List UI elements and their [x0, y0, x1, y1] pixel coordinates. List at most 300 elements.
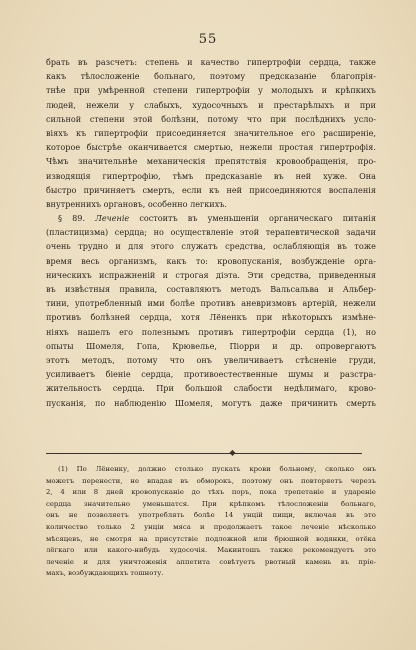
word: слабости: [233, 383, 273, 394]
word: строгая: [175, 269, 209, 280]
word: большой: [185, 383, 223, 394]
word: и: [258, 99, 264, 110]
word: тѣмъ: [172, 170, 194, 181]
word: разстра-: [339, 369, 376, 380]
word: Леченіе: [95, 213, 130, 224]
word: унціи: [144, 522, 164, 531]
word: удареніе: [344, 488, 376, 497]
word: противъ: [198, 326, 234, 337]
word: и: [162, 269, 169, 280]
word: умѣренной: [97, 85, 145, 96]
text-line: [46, 396, 376, 410]
word: въ: [273, 170, 284, 181]
word: хотя: [181, 312, 201, 323]
word: Она: [359, 170, 376, 181]
word: даже: [260, 397, 283, 408]
word: въ: [180, 476, 189, 485]
word: этотъ: [46, 354, 70, 365]
word: аневризмовъ: [241, 298, 297, 309]
text-line: [46, 211, 376, 225]
text-line: [46, 296, 376, 310]
word: органовъ,: [103, 198, 146, 209]
word: Піорри: [229, 340, 260, 351]
word: нежели: [86, 99, 120, 110]
word: быстро: [46, 184, 77, 195]
word: 2,: [46, 488, 53, 497]
text-line: [46, 55, 376, 69]
word: и: [115, 241, 121, 252]
word: тоже: [354, 241, 376, 252]
word: продолжаетъ: [213, 522, 263, 531]
word: составляютъ: [166, 284, 222, 294]
text-line: [46, 254, 376, 268]
word: сердца,: [139, 312, 172, 323]
word: испражненій: [98, 269, 156, 280]
word: столько: [174, 465, 204, 473]
word: діэта.: [216, 269, 240, 280]
word: простая: [278, 142, 314, 153]
footnote-line: [46, 522, 376, 534]
word: питанія: [342, 213, 376, 224]
word: противъ: [46, 312, 82, 323]
word: престарѣлыхъ: [273, 99, 335, 110]
word: Крювелье,: [172, 340, 217, 351]
word: значительное: [234, 127, 294, 138]
word: Эти: [247, 269, 264, 280]
word: гипертрофію,: [102, 170, 161, 181]
word: ніяхъ: [46, 326, 69, 337]
word: рвотный: [264, 557, 296, 566]
word: смерть,: [142, 184, 175, 195]
word: не: [68, 511, 78, 520]
word: смертью,: [193, 142, 234, 153]
text-line: [46, 239, 376, 253]
text-line: [46, 183, 376, 197]
text-line: [46, 154, 376, 168]
word: средства,: [270, 269, 312, 280]
word: гипертрофіи: [242, 326, 296, 337]
word: людей,: [46, 99, 76, 110]
word: разсчетъ:: [95, 57, 138, 67]
footnote-line: [46, 510, 376, 522]
word: и: [187, 57, 193, 67]
word: не: [130, 476, 140, 485]
word: только: [96, 522, 122, 531]
word: но: [365, 326, 376, 337]
word: время: [46, 255, 72, 266]
word: и: [83, 557, 88, 566]
word: если: [181, 184, 202, 195]
word: Альбер-: [342, 284, 376, 294]
footnote-line: [46, 464, 376, 476]
word: онъ: [362, 465, 376, 473]
word: віяхъ: [46, 127, 68, 138]
text-line: [46, 367, 376, 381]
word: оканчивается: [128, 142, 188, 153]
word: къ: [75, 127, 87, 138]
footnote-line: [46, 476, 376, 488]
word: тѣлосложеніи: [277, 499, 329, 508]
word: 4: [60, 488, 65, 497]
word: поэтому: [209, 71, 246, 82]
word: не: [89, 534, 99, 543]
word: тѣлосложеніе: [80, 71, 140, 82]
word: какъ: [46, 71, 67, 82]
word: служатъ: [181, 241, 218, 252]
word: этой: [239, 227, 260, 238]
footnote-line: [46, 568, 376, 580]
word: весь: [81, 255, 100, 266]
word: Шомеля,: [86, 340, 125, 351]
word: органическаго: [269, 213, 333, 224]
word: нашелъ: [77, 326, 111, 337]
text-line: [46, 353, 376, 367]
word: При: [201, 499, 217, 508]
word: употреблять: [138, 511, 185, 520]
word: потому: [126, 354, 158, 365]
word: ней: [295, 170, 312, 181]
footnote-divider: [46, 453, 362, 454]
word: измѣне-: [342, 312, 376, 323]
word: камень: [305, 557, 332, 566]
word: 8: [93, 488, 99, 497]
word: подложной: [205, 534, 247, 543]
word: Макинтошъ: [217, 546, 261, 555]
word: и: [272, 340, 278, 351]
word: или: [84, 546, 98, 555]
word: крѣпкомъ: [229, 499, 266, 508]
word: при: [256, 312, 273, 323]
word: до: [191, 488, 201, 497]
word: степени: [153, 85, 188, 96]
word: §: [58, 213, 63, 224]
word: такое: [271, 522, 292, 531]
word: этого: [150, 241, 174, 252]
text-line: [46, 69, 376, 83]
text-line: [46, 98, 376, 112]
word: присоединяются: [249, 184, 322, 195]
word: опыты: [46, 340, 74, 351]
word: ослабляющія: [273, 241, 330, 252]
word: нежели: [239, 142, 273, 153]
word: осуществленіе: [170, 227, 234, 238]
word: Вальсальва: [270, 284, 319, 294]
page-number: 55: [198, 32, 218, 47]
word: быстрѣе: [86, 142, 122, 153]
word: сердца,: [141, 369, 174, 380]
word: включая: [304, 511, 337, 520]
word: смотря: [105, 534, 132, 543]
word: онъ: [279, 476, 294, 485]
text-line: [46, 83, 376, 97]
footnote-line: [46, 487, 376, 499]
word: молодыхъ: [271, 85, 314, 96]
word: больнаго,: [340, 499, 376, 508]
word: орга-: [354, 255, 376, 266]
word: организмъ,: [108, 255, 158, 266]
word: артерій,: [302, 298, 338, 309]
word: По: [76, 465, 87, 473]
word: водянки,: [315, 534, 349, 543]
word: качество: [200, 57, 240, 67]
word: могутъ: [221, 397, 252, 408]
word: къ: [209, 184, 220, 195]
word: для: [128, 241, 144, 252]
word: средства,: [225, 241, 266, 252]
word: возбужденіе: [291, 255, 345, 266]
word: причиняетъ: [83, 184, 136, 195]
word: 14: [224, 511, 234, 520]
word: пусканія,: [46, 397, 87, 408]
word: (1): [58, 465, 68, 473]
word: количество: [46, 522, 88, 531]
word: но: [153, 227, 164, 238]
word: сердца,: [309, 57, 342, 67]
word: Лёненку,: [95, 465, 130, 473]
word: больному,: [279, 465, 317, 473]
word: извѣстныя: [64, 284, 111, 294]
word: стѣсненіе: [295, 354, 337, 365]
word: мяса: [173, 522, 191, 531]
word: сильной: [46, 113, 82, 124]
word: степень: [145, 57, 180, 67]
word: поръ,: [231, 488, 252, 497]
word: пока: [259, 488, 277, 497]
word: благопрія-: [330, 71, 376, 82]
word: рекомендуетъ: [302, 546, 355, 555]
word: правила,: [119, 284, 158, 294]
word: усло-: [353, 113, 376, 124]
word: шумы: [288, 369, 314, 380]
word: присутствіе: [154, 534, 199, 543]
word: черезъ: [350, 476, 376, 485]
word: 89.: [72, 213, 86, 224]
word: возбуждающихъ: [68, 569, 129, 578]
text-line: [46, 339, 376, 353]
word: у: [129, 99, 134, 110]
word: болѣе: [193, 511, 215, 520]
body-text: [46, 55, 376, 410]
word: онъ: [46, 511, 60, 520]
word: кровопусканіе: [131, 488, 184, 497]
word: крѣпкихъ: [335, 85, 376, 96]
text-line: [46, 140, 376, 154]
word: предсказаніе: [205, 170, 262, 181]
word: пищи,: [272, 511, 295, 520]
word: 2: [130, 522, 135, 531]
word: значительно: [83, 499, 131, 508]
word: позволяетъ: [87, 511, 129, 520]
word: обморокъ,: [196, 476, 234, 485]
word: или: [72, 488, 87, 497]
word: задачи: [346, 227, 376, 238]
word: полезнымъ: [141, 326, 190, 337]
word: аппетита: [176, 557, 210, 566]
word: въ: [187, 213, 198, 224]
footnote-line: [46, 534, 376, 546]
word: въ: [340, 557, 350, 566]
word: уменьшеніи: [207, 213, 259, 224]
word: дней: [105, 488, 124, 497]
word: крови: [249, 465, 271, 473]
word: недѣлимаго,: [283, 383, 338, 394]
word: въ: [337, 241, 347, 252]
word: жительность: [46, 383, 102, 394]
word: изводящія: [46, 170, 91, 181]
word: или: [253, 534, 268, 543]
word: гипертрофіи: [196, 85, 250, 96]
word: нежели: [343, 298, 376, 309]
word: лёгкаго: [46, 546, 75, 555]
word: сердца;: [114, 227, 148, 238]
word: что: [246, 113, 262, 124]
word: сердца.: [112, 383, 145, 394]
word: слабыхъ,: [144, 99, 183, 110]
word: ими: [147, 298, 165, 309]
word: совѣтуетъ: [219, 557, 256, 566]
text-line: [46, 381, 376, 395]
text-line: [46, 310, 376, 324]
word: сердца: [46, 499, 72, 508]
word: про-: [357, 156, 376, 167]
word: и: [328, 284, 334, 294]
word: должно: [138, 465, 166, 473]
word: худосочныхъ: [192, 99, 248, 110]
word: тѣхъ: [207, 488, 225, 497]
text-line: [46, 225, 376, 239]
word: это: [364, 546, 376, 555]
word: особенно: [147, 198, 188, 209]
footnote-line: [46, 499, 376, 511]
word: кровопусканія,: [217, 255, 283, 266]
word: поэтому: [241, 476, 272, 485]
word: его: [301, 127, 316, 138]
word: потому: [207, 113, 239, 124]
word: тошноту.: [130, 569, 164, 578]
word: и: [344, 99, 350, 110]
word: крово-: [348, 383, 376, 394]
word: очень: [46, 241, 71, 252]
word: приведенныя: [318, 269, 376, 280]
word: При: [156, 383, 174, 394]
word: болѣзней: [90, 312, 131, 323]
word: мѣсяцевъ,: [46, 534, 83, 543]
text-line: [46, 268, 376, 282]
word: внутреннихъ: [46, 198, 102, 209]
word: какого-нибудь: [107, 546, 160, 555]
text-line: [46, 197, 376, 211]
word: расширеніе,: [323, 127, 376, 138]
word: Чѣмъ: [46, 156, 69, 167]
word: то:: [195, 255, 208, 266]
word: препятствія: [214, 156, 267, 167]
word: трепетаніе: [284, 488, 324, 497]
word: воспаленія: [328, 184, 376, 195]
word: легкихъ.: [190, 198, 227, 209]
word: больнаго,: [154, 71, 196, 82]
word: предсказаніе: [259, 71, 317, 82]
word: гипертрофіи: [94, 127, 149, 138]
word: леченіе: [46, 557, 74, 566]
footnote-line: [46, 557, 376, 569]
word: ническихъ: [46, 269, 92, 280]
word: (1),: [342, 326, 357, 337]
word: пускать: [212, 465, 241, 473]
text-line: [46, 169, 376, 183]
word: (пластицизма): [46, 227, 109, 238]
word: въ: [46, 284, 56, 294]
word: леченіе: [301, 522, 330, 531]
word: также: [270, 546, 293, 555]
word: увеличиваетъ: [224, 354, 284, 365]
word: онъ: [196, 354, 212, 365]
word: и: [321, 85, 328, 96]
word: при: [270, 113, 287, 124]
text-line: [46, 282, 376, 296]
word: сколько: [325, 465, 355, 473]
word: употребленный: [74, 298, 142, 309]
word: худосочія.: [169, 546, 208, 555]
word: кровообращенія,: [276, 156, 349, 167]
word: этой: [133, 113, 153, 124]
word: противъ: [200, 298, 236, 309]
word: что: [169, 354, 185, 365]
word: методъ,: [81, 354, 115, 365]
word: повторяетъ: [301, 476, 343, 485]
word: хуже.: [323, 170, 348, 181]
word: противоестественные: [183, 369, 278, 380]
word: и: [199, 522, 205, 531]
word: въ: [77, 57, 88, 67]
word: степени: [89, 113, 125, 124]
word: пріе-: [358, 557, 376, 566]
word: въ: [346, 511, 355, 520]
word: уменьшатся.: [142, 499, 190, 508]
word: это: [364, 511, 376, 520]
word: нѣсколько: [338, 522, 376, 531]
word: сердца: [304, 326, 335, 337]
word: при: [73, 85, 90, 96]
word: при: [359, 99, 376, 110]
word: трудно: [78, 241, 108, 252]
word: послѣднихъ: [294, 113, 346, 124]
text-line: [46, 126, 376, 140]
word: какъ: [166, 255, 187, 266]
word: также: [349, 57, 376, 67]
word: отёка: [355, 534, 376, 543]
word: Лёненкъ: [209, 312, 247, 323]
word: и: [323, 369, 330, 380]
text-line: [46, 325, 376, 339]
word: у: [258, 85, 263, 96]
word: состоитъ: [139, 213, 178, 224]
text-line: [46, 112, 376, 126]
word: причинить: [291, 397, 338, 408]
word: впадая: [147, 476, 173, 485]
word: по: [95, 397, 106, 408]
word: усиливаетъ: [46, 369, 96, 380]
word: тини,: [46, 298, 70, 309]
word: брать: [46, 57, 70, 67]
word: можетъ: [46, 476, 75, 485]
word: Гопа,: [136, 340, 160, 351]
word: тнѣе: [46, 85, 66, 96]
word: уничтоженія: [119, 557, 167, 566]
word: которое: [46, 142, 81, 153]
word: ней: [226, 184, 243, 195]
word: брюшной: [274, 534, 309, 543]
word: наблюденію: [114, 397, 167, 408]
